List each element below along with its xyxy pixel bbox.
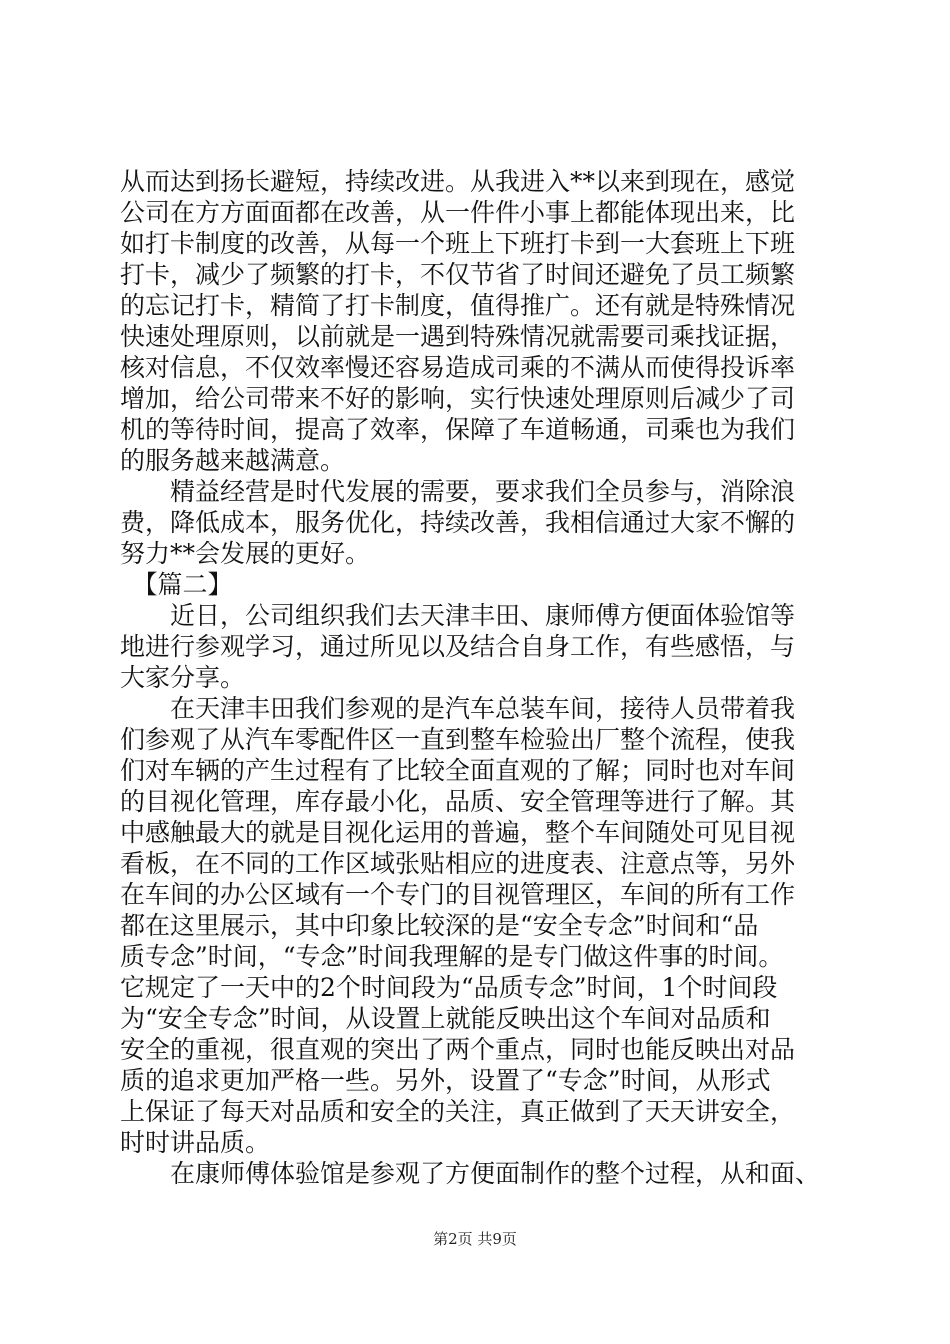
text-line: 努力**会发展的更好。 [120,539,371,568]
text-line: 们对车辆的产生过程有了比较全面直观的了解；同时也对车间 [120,756,796,785]
text-line: 都在这里展示，其中印象比较深的是“安全专念”时间和“品 [120,911,759,940]
text-line: 费，降低成本，服务优化，持续改善，我相信通过大家不懈的 [120,508,796,537]
text-line: 地进行参观学习，通过所见以及结合自身工作，有些感悟，与 [120,632,796,661]
text-line: 为“安全专念”时间，从设置上就能反映出这个车间对品质和 [120,1004,771,1033]
text-line: 在天津丰田我们参观的是汽车总装车间，接待人员带着我 [120,694,796,723]
text-line: 们参观了从汽车零配件区一直到整车检验出厂整个流程，使我 [120,725,796,754]
text-line: 质的追求更加严格一些。另外，设置了“专念”时间，从形式 [120,1066,771,1095]
text-line: 看板，在不同的工作区域张贴相应的进度表、注意点等，另外 [120,849,796,878]
text-line: 质专念”时间，“专念”时间我理解的是专门做这件事的时间。 [120,942,784,971]
text-line: 核对信息，不仅效率慢还容易造成司乘的不满从而使得投诉率 [120,353,796,382]
text-line: 快速处理原则，以前就是一遇到特殊情况就需要司乘找证据， [120,322,796,351]
text-line: 安全的重视，很直观的突出了两个重点，同时也能反映出对品 [120,1035,796,1064]
page-number-footer: 第2页 共9页 [433,1230,517,1248]
text-line: 增加，给公司带来不好的影响，实行快速处理原则后减少了司 [120,384,796,413]
text-line: 如打卡制度的改善，从每一个班上下班打卡到一大套班上下班 [120,229,796,258]
text-line: 大家分享。 [120,663,246,692]
text-line: 在车间的办公区域有一个专门的目视管理区，车间的所有工作 [120,880,796,909]
text-line: 在康师傅体验馆是参观了方便面制作的整个过程，从和面、 [120,1159,821,1188]
text-line: 精益经营是时代发展的需要，要求我们全员参与，消除浪 [120,477,796,506]
text-line: 的服务越来越满意。 [120,446,346,475]
document-body [120,166,840,1189]
section-heading: 【篇二】 [120,570,233,599]
text-line: 中感触最大的就是目视化运用的普遍，整个车间随处可见目视 [120,818,796,847]
text-line: 公司在方方面面都在改善，从一件件小事上都能体现出来，比 [120,198,796,227]
text-line: 的目视化管理，库存最小化，品质、安全管理等进行了解。其 [120,787,796,816]
text-line: 它规定了一天中的2个时间段为“品质专念”时间，1个时间段 [120,973,778,1002]
text-line: 机的等待时间，提高了效率，保障了车道畅通，司乘也为我们 [120,415,796,444]
text-line: 时时讲品质。 [120,1128,271,1157]
text-line: 的忘记打卡，精简了打卡制度，值得推广。还有就是特殊情况 [120,291,796,320]
text-line: 上保证了每天对品质和安全的关注，真正做到了天天讲安全， [120,1097,796,1126]
text-line: 近日，公司组织我们去天津丰田、康师傅方便面体验馆等 [120,601,796,630]
text-line: 从而达到扬长避短，持续改进。从我进入**以来到现在，感觉 [120,167,796,196]
text-line: 打卡，减少了频繁的打卡，不仅节省了时间还避免了员工频繁 [120,260,796,289]
